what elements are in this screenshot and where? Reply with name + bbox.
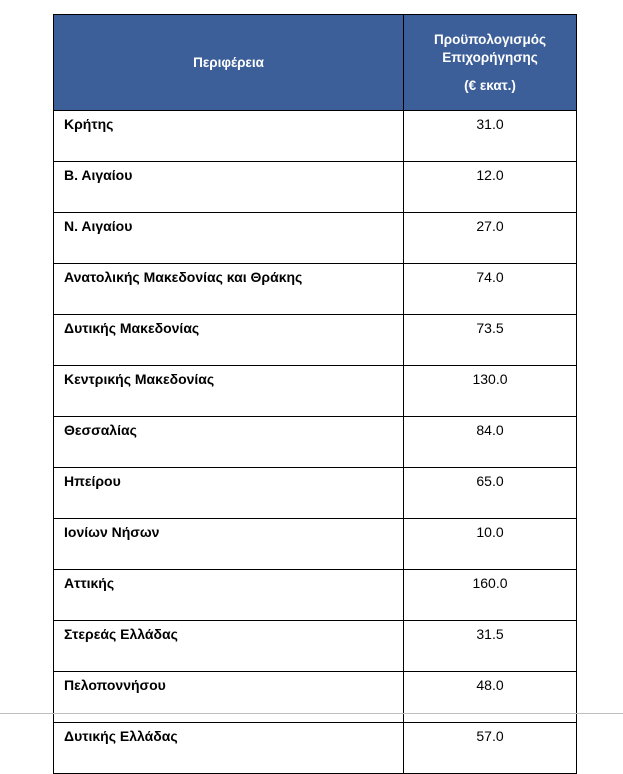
region-cell: Αττικής [54,570,404,621]
budget-value-cell: 27.0 [404,213,577,264]
budget-value-cell: 84.0 [404,417,577,468]
table-row [54,468,577,519]
table-row [54,366,577,417]
table-row [54,417,577,468]
region-cell: Θεσσαλίας [54,417,404,468]
region-cell: Ηπείρου [54,468,404,519]
table-row [54,315,577,366]
budget-value-cell: 73.5 [404,315,577,366]
table-row [54,723,577,774]
table-header [54,15,577,111]
budget-value-cell: 48.0 [404,672,577,723]
budget-table [53,14,577,774]
budget-value-cell: 12.0 [404,162,577,213]
region-cell: Κρήτης [54,111,404,162]
budget-value-cell: 65.0 [404,468,577,519]
budget-column-header [404,15,577,111]
region-header-label: Περιφέρεια [193,55,264,70]
region-cell: Κεντρικής Μακεδονίας [54,366,404,417]
region-cell: Β. Αιγαίου [54,162,404,213]
budget-value-cell: 160.0 [404,570,577,621]
table-row [54,264,577,315]
region-cell: Ν. Αιγαίου [54,213,404,264]
region-cell: Στερεάς Ελλάδας [54,621,404,672]
table-row [54,111,577,162]
region-cell: Δυτικής Μακεδονίας [54,315,404,366]
region-cell: Δυτικής Ελλάδας [54,723,404,774]
table-row [54,570,577,621]
budget-value-cell: 57.0 [404,723,577,774]
budget-value-cell: 31.5 [404,621,577,672]
region-column-header [54,15,404,111]
budget-header-line1: Προϋπολογισμός [433,31,547,47]
budget-value-cell: 31.0 [404,111,577,162]
budget-header-line2: Επιχορήγησης [442,49,538,65]
budget-value-cell: 74.0 [404,264,577,315]
table-row [54,213,577,264]
table-row [54,672,577,723]
budget-value-cell: 10.0 [404,519,577,570]
region-cell: Ανατολικής Μακεδονίας και Θράκης [54,264,404,315]
table-row [54,621,577,672]
table-body [54,111,577,774]
region-cell: Πελοποννήσου [54,672,404,723]
table-row [54,519,577,570]
table-row [54,162,577,213]
bottom-divider [0,713,623,714]
header-row [54,15,577,111]
budget-header-unit: (€ εκατ.) [464,77,516,93]
region-cell: Ιονίων Νήσων [54,519,404,570]
budget-value-cell: 130.0 [404,366,577,417]
